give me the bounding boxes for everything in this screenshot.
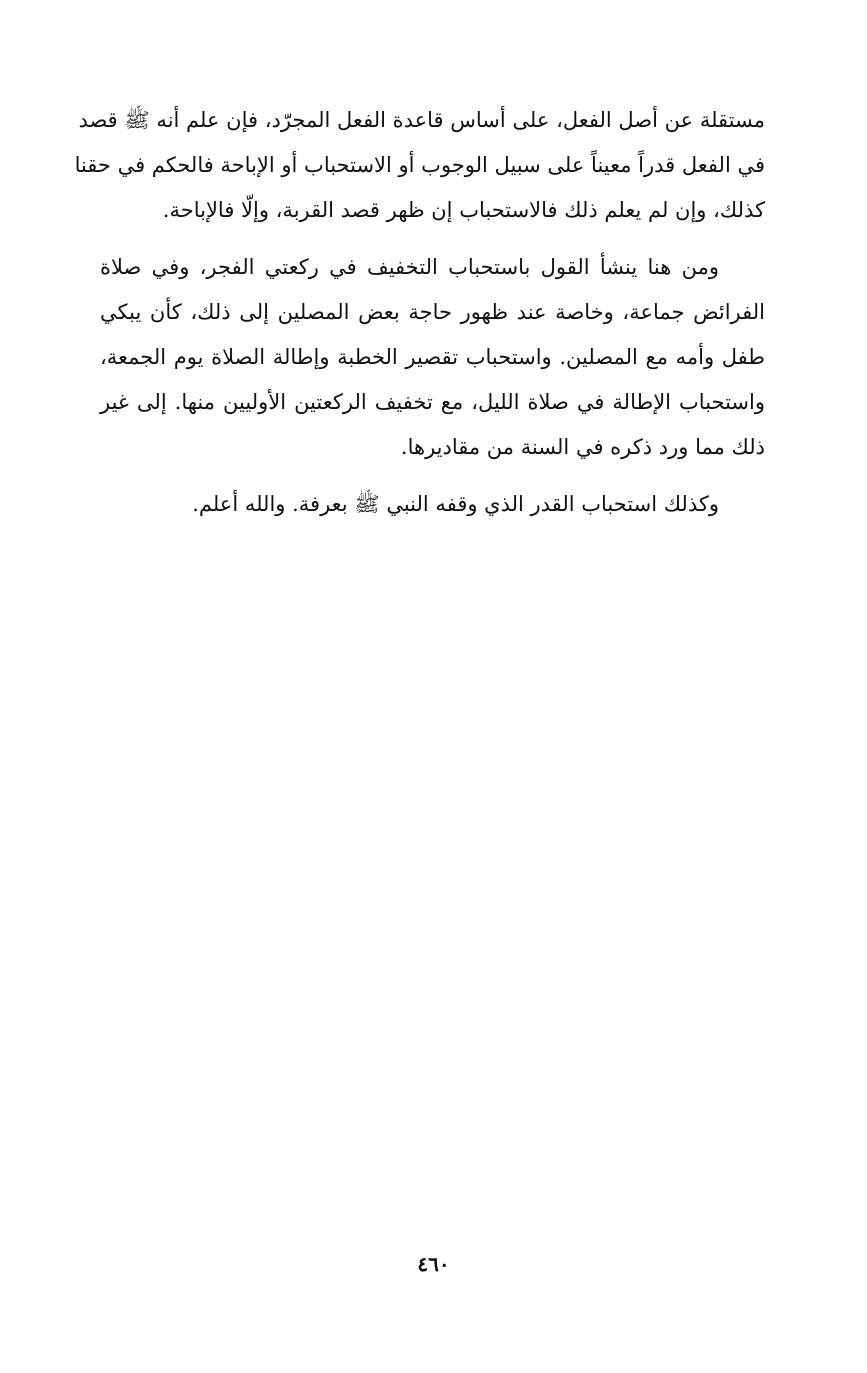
paragraph-2 [100, 245, 765, 470]
paragraph-line: وكذلك استحباب القدر الذي وقفه النبي ﷺ بعرفة. والله أعلم. [192, 492, 719, 516]
paragraph-line: ومن هنا ينشأ القول باستحباب التخفيف في ركعتي الفجر، وفي صلاة [100, 255, 719, 279]
page-number: ٤٦٠ [417, 1252, 450, 1276]
paragraph-line: واستحباب الإطالة في صلاة الليل، مع تخفيف الركعتين الأوليين منها. إلى غير [100, 390, 765, 414]
body-text [74, 98, 765, 539]
paragraph-1 [74, 98, 765, 233]
paragraph-line: الفرائض جماعة، وخاصة عند ظهور حاجة بعض المصلين إلى ذلك، كأن يبكي [100, 300, 765, 324]
paragraph-line: ذلك مما ورد ذكره في السنة من مقاديرها. [400, 435, 765, 459]
paragraph-line: في الفعل قدراً معيناً على سبيل الوجوب أو الاستحباب أو الإباحة فالحكم في حقنا [74, 153, 765, 177]
paragraph-line: كذلك، وإن لم يعلم ذلك فالاستحباب إن ظهر قصد القربة، وإلّا فالإباحة. [162, 198, 765, 222]
paragraph-line: طفل وأمه مع المصلين. واستحباب تقصير الخطبة وإطالة الصلاة يوم الجمعة، [100, 345, 765, 369]
paragraph-line: مستقلة عن أصل الفعل، على أساس قاعدة الفعل المجرّد، فإن علم أنه ﷺ قصد [78, 108, 765, 132]
paragraph-3 [100, 482, 765, 527]
